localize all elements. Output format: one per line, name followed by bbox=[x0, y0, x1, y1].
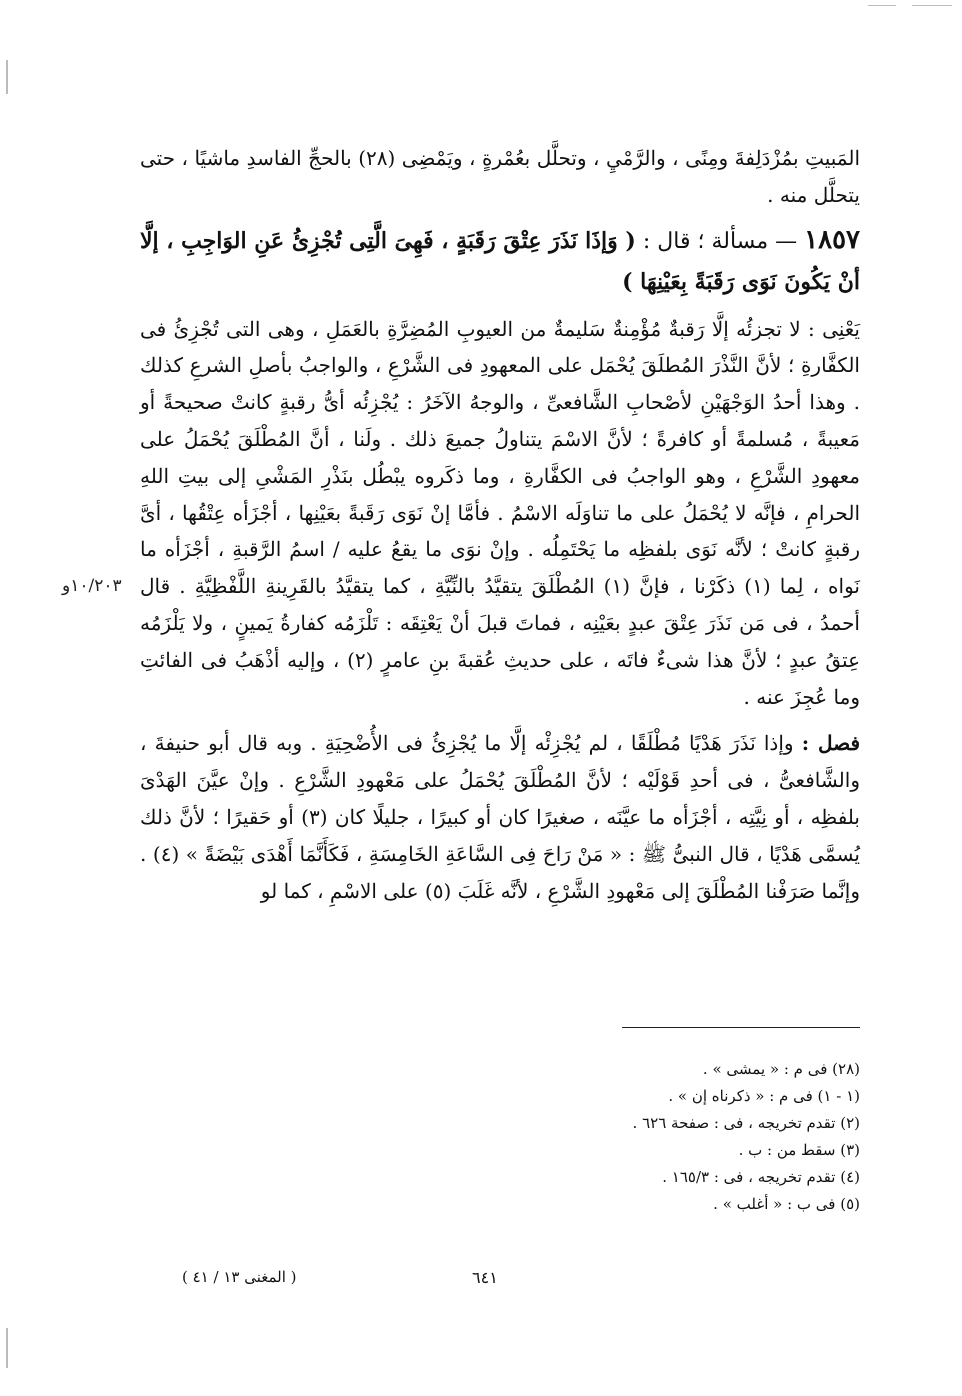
masala-intro: — مسألة ؛ قال : bbox=[642, 228, 798, 254]
footnote: (٥) فى ب : « أغلب » . bbox=[713, 1195, 860, 1213]
fasl-paragraph bbox=[140, 725, 860, 909]
fasl-text: وإذا نَذَرَ هَدْيًا مُطْلَقًا ، لم يُجْزِئْه إلَّا ما يُجْزِئُ فى الأُضْحِيَةِ . وبه قال أبو حنيفةَ ، والشَّافعىُّ ، فى أحدِ قَوْلَيْه ؛ لأنَّ المُطْلَقَ يُحْمَلُ على مَعْهودِ الشَّرْعِ . وإنْ عيَّنَ الهَدْىَ بلفظِه ، أو نِيَّتِه ، أجْزَأه ما عيَّنَه ، صغيرًا كان أو كبيرًا ، جليلًا كان (٣) أو حَقيرًا ؛ لأنَّ ذلك يُسمَّى هَدْيًا ، قال النبىُّ ﷺ : « مَنْ رَاحَ فِى السَّاعَةِ الخَامِسَةِ ، فَكَأَنَّمَا أَهْدَى بَيْضَةً » (٤) . وإنَّما صَرَفْنا المُطْلَقَ إلى مَعْهودِ الشَّرْعِ ، لأنَّه غَلَبَ (٥) على الاسْمِ ، كما لو bbox=[140, 731, 860, 903]
opening-paragraph: المَبيتِ بمُزْدَلِفةَ ومِنًى ، والرَّمْيِ ، وتحلَّل بعُمْرةٍ ، ويَمْضِى (٢٨) بالحجِّ الفاسدِ ماشيًا ، حتى يتحلَّل منه . bbox=[140, 146, 860, 207]
masala-number: ١٨٥٧ bbox=[804, 224, 860, 255]
footnote-separator bbox=[622, 1027, 860, 1028]
scan-corner-mark bbox=[868, 5, 896, 6]
masala-quote: ( وَإذَا نَذَرَ عِتْقَ رَقَبَةٍ ، فَهِىَ الَّتِى تُجْزِئُ عَنِ الوَاجِبِ ، إلَّا أنْ يَكُونَ نَوَى رَقَبَةً بِعَيْنِهَا ) bbox=[140, 227, 860, 295]
masala-heading bbox=[140, 220, 860, 303]
running-footer: ( المغنى ١٣ / ٤١ ) bbox=[182, 1268, 297, 1286]
scan-edge-mark bbox=[6, 60, 8, 94]
page-body bbox=[140, 140, 860, 909]
footnote: (٣) سقط من : ب . bbox=[738, 1141, 860, 1159]
footnote: (٢) تقدم تخريجه ، فى : صفحة ٦٢٦ . bbox=[632, 1114, 860, 1132]
margin-reference: ١٠/٢٠٣و bbox=[62, 576, 122, 596]
page-number: ٦٤١ bbox=[472, 1268, 498, 1287]
scan-edge-mark bbox=[6, 1328, 8, 1368]
footnote: (٢٨) فى م : « يمشى » . bbox=[702, 1060, 860, 1078]
footnote: (٤) تقدم تخريجه ، فى : ١٦٥/٣ . bbox=[662, 1168, 860, 1186]
commentary-paragraph: يَعْنِى : لا تجزئُه إلَّا رَقبةٌ مُؤْمِنةٌ سَليمةٌ من العيوبِ المُضِرَّةِ بالعَمَلِ ، وهى التى تُجْزِئُ فى الكفَّارةِ ؛ لأنَّ النَّذْرَ المُطلَقَ يُحْمَل على المعهودِ فى الشَّرْعِ ، والواجبُ بأصلِ الشرعِ كذلك . وهذا أحدُ الوَجْهَيْنِ لأصْحابِ الشَّافعىِّ ، والوجهُ الآخَرُ : يُجْزِئُه أىُّ رقبةٍ كانتْ صحيحةً أو مَعيبةً ، مُسلمةً أو كافرةً ؛ لأنَّ الاسْمَ يتناولُ جميعَ ذلك . ولَنا ، أنَّ المُطْلَقَ يُحْمَلُ على معهودِ الشَّرْعِ ، وهو الواجبُ فى الكفَّارةِ ، وما ذكَروه يبْطُل بنَذْرِ المَشْىِ إلى بيتِ اللهِ الحرامِ ، فإنَّه لا يُحْمَلُ على ما تناوَلَه الاسْمُ . فأمَّا إنْ نَوَى رَقَبةً بعَيْنِها ، أجْزَأه عِتْقُها ، أىَّ رقبةٍ كانتْ ؛ لأنَّه نَوَى بلفظِه ما يَحْتَمِلُه . وإنْ نوَى ما يقعُ عليه / اسمُ الرَّقبةِ ، أجْزَأه ما نَواه ، لِما (١) ذكَرْنا ، فإنَّ (١) المُطْلَقَ يتقيَّدُ بالنِّيَّةِ ، كما يتقيَّدُ بالقَرِينةِ اللَّفْظِيَّةِ . قال أحمدُ ، فى مَن نَذَرَ عِتْقَ عبدٍ بعَيْنِه ، فماتَ قبلَ أنْ يَعْتِقَه : تَلْزَمُه كفارةُ يَمينٍ ، ولا يَلْزَمُه عِتقُ عبدٍ ؛ لأنَّ هذا شىءٌ فاتَه ، على حديثِ عُقبةَ بنِ عامرٍ (٢) ، وإليه أذْهَبُ فى الفائتِ وما عُجِزَ عنه . bbox=[140, 316, 861, 709]
footnotes bbox=[440, 1056, 860, 1218]
footnote: (١ - ١) فى م : « ذكرناه إن » . bbox=[668, 1087, 860, 1105]
scan-corner-mark bbox=[912, 5, 952, 6]
fasl-label: فصل : bbox=[801, 731, 861, 756]
